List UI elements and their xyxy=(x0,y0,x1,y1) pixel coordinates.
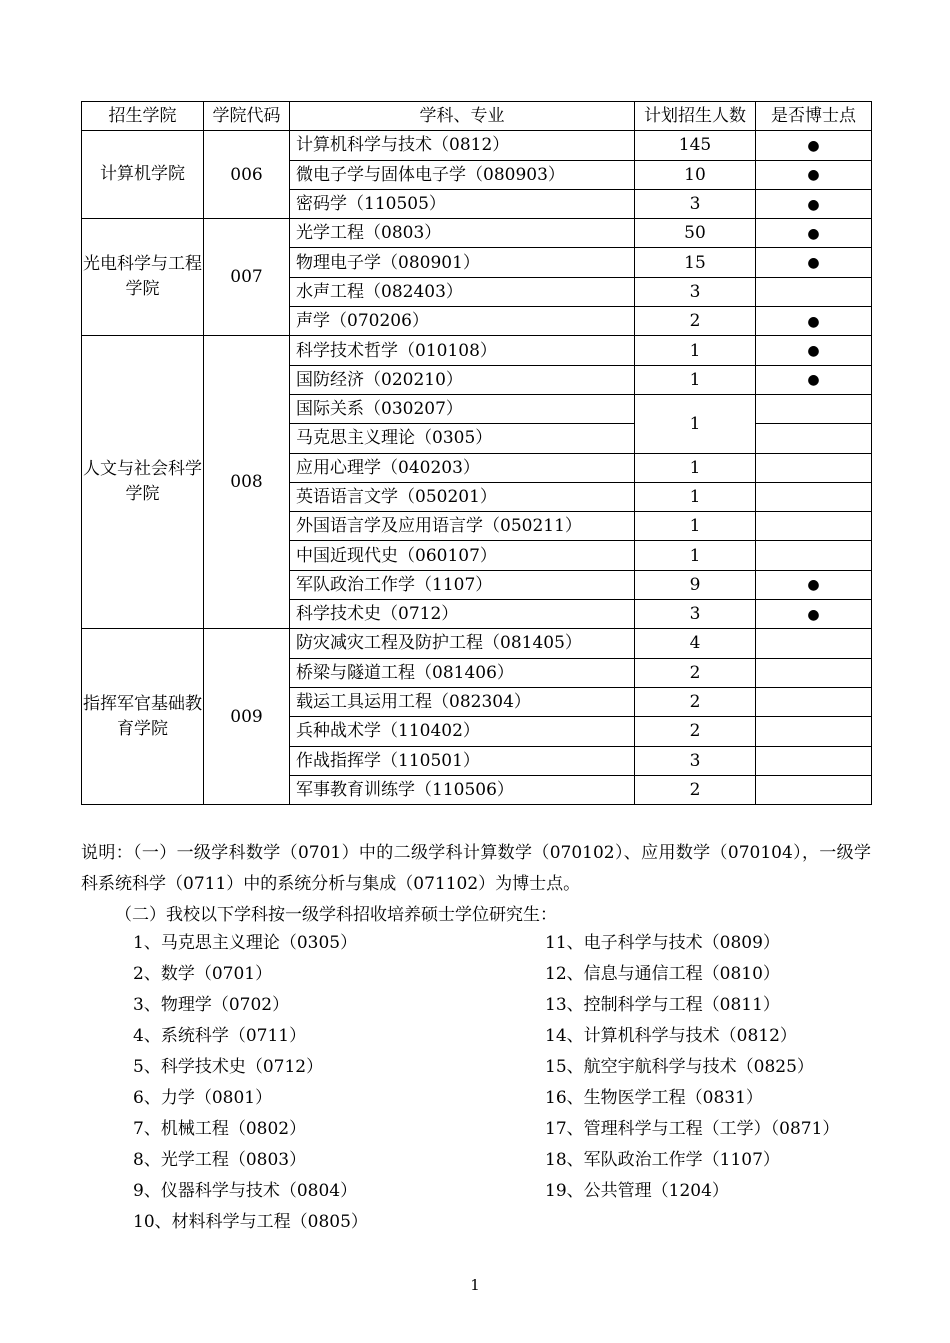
list-item: 11、电子科学与技术（0809） xyxy=(545,933,780,953)
phd-dot-icon: ● xyxy=(807,225,820,242)
subject-cell: 马克思主义理论（0305） xyxy=(290,424,635,453)
header-phd-program: 是否博士点 xyxy=(756,102,872,131)
page-number: 1 xyxy=(470,1276,480,1294)
planned-enrollment-cell: 1 xyxy=(635,336,756,365)
header-college-code: 学院代码 xyxy=(204,102,290,131)
subject-cell: 光学工程（0803） xyxy=(290,219,635,248)
planned-enrollment-cell: 3 xyxy=(635,600,756,629)
header-planned-enrollment: 计划招生人数 xyxy=(635,102,756,131)
notes-section xyxy=(81,838,871,931)
list-item: 1、马克思主义理论（0305） xyxy=(133,933,358,953)
phd-program-cell xyxy=(756,160,872,189)
list-item: 9、仪器科学与技术（0804） xyxy=(133,1181,358,1201)
planned-enrollment-cell: 2 xyxy=(635,658,756,687)
subject-cell: 科学技术史（0712） xyxy=(290,600,635,629)
header-college: 招生学院 xyxy=(82,102,204,131)
list-item: 3、物理学（0702） xyxy=(133,995,290,1015)
college-code-cell: 007 xyxy=(204,219,290,336)
table-header-row xyxy=(82,102,872,131)
planned-enrollment-cell: 1 xyxy=(635,541,756,570)
college-cell: 人文与社会科学学院 xyxy=(82,336,204,629)
subject-cell: 载运工具运用工程（082304） xyxy=(290,687,635,716)
discipline-list-left xyxy=(133,928,368,1238)
subject-cell: 国际关系（030207） xyxy=(290,394,635,423)
table-row xyxy=(82,219,872,248)
phd-program-cell xyxy=(756,189,872,218)
planned-enrollment-cell: 1 xyxy=(635,365,756,394)
subject-cell: 桥梁与隧道工程（081406） xyxy=(290,658,635,687)
list-item: 12、信息与通信工程（0810） xyxy=(545,964,780,984)
subject-cell: 计算机科学与技术（0812） xyxy=(290,131,635,160)
planned-enrollment-cell: 3 xyxy=(635,189,756,218)
phd-program-cell xyxy=(756,219,872,248)
subject-cell: 应用心理学（040203） xyxy=(290,453,635,482)
subject-cell: 声学（070206） xyxy=(290,307,635,336)
phd-program-cell xyxy=(756,629,872,658)
phd-program-cell xyxy=(756,512,872,541)
phd-program-cell xyxy=(756,775,872,804)
phd-program-cell xyxy=(756,131,872,160)
subject-cell: 作战指挥学（110501） xyxy=(290,746,635,775)
phd-dot-icon: ● xyxy=(807,196,820,213)
list-item: 10、材料科学与工程（0805） xyxy=(133,1212,368,1232)
planned-enrollment-cell: 1 xyxy=(635,394,756,453)
phd-program-cell xyxy=(756,248,872,277)
table-row xyxy=(82,131,872,160)
phd-program-cell xyxy=(756,570,872,599)
planned-enrollment-cell: 2 xyxy=(635,687,756,716)
list-item: 18、军队政治工作学（1107） xyxy=(545,1150,780,1170)
subject-cell: 英语语言文学（050201） xyxy=(290,482,635,511)
list-item: 16、生物医学工程（0831） xyxy=(545,1088,763,1108)
phd-program-cell xyxy=(756,717,872,746)
list-item: 2、数学（0701） xyxy=(133,964,273,984)
college-code-cell: 008 xyxy=(204,336,290,629)
list-item: 14、计算机科学与技术（0812） xyxy=(545,1026,797,1046)
enrollment-table xyxy=(81,101,872,805)
phd-program-cell xyxy=(756,746,872,775)
phd-dot-icon: ● xyxy=(807,255,820,272)
college-code-cell: 006 xyxy=(204,131,290,219)
list-item: 4、系统科学（0711） xyxy=(133,1026,307,1046)
phd-program-cell xyxy=(756,336,872,365)
college-cell: 指挥军官基础教育学院 xyxy=(82,629,204,805)
list-item: 17、管理科学与工程（工学）（0871） xyxy=(545,1119,840,1139)
subject-cell: 密码学（110505） xyxy=(290,189,635,218)
planned-enrollment-cell: 1 xyxy=(635,482,756,511)
list-item: 13、控制科学与工程（0811） xyxy=(545,995,780,1015)
phd-dot-icon: ● xyxy=(807,313,820,330)
planned-enrollment-cell: 3 xyxy=(635,277,756,306)
list-item: 7、机械工程（0802） xyxy=(133,1119,307,1139)
planned-enrollment-cell: 15 xyxy=(635,248,756,277)
planned-enrollment-cell: 2 xyxy=(635,717,756,746)
subject-cell: 国防经济（020210） xyxy=(290,365,635,394)
subject-cell: 物理电子学（080901） xyxy=(290,248,635,277)
planned-enrollment-cell: 2 xyxy=(635,307,756,336)
phd-program-cell xyxy=(756,482,872,511)
subject-cell: 水声工程（082403） xyxy=(290,277,635,306)
college-cell: 光电科学与工程学院 xyxy=(82,219,204,336)
planned-enrollment-cell: 145 xyxy=(635,131,756,160)
subject-cell: 防灾减灾工程及防护工程（081405） xyxy=(290,629,635,658)
phd-program-cell xyxy=(756,687,872,716)
note-one: 说明：（一）一级学科数学（0701）中的二级学科计算数学（070102）、应用数学（070104），一级学科系统科学（0711）中的系统分析与集成（071102）为博士点。 xyxy=(81,843,871,894)
table-row xyxy=(82,629,872,658)
phd-program-cell xyxy=(756,453,872,482)
college-code-cell: 009 xyxy=(204,629,290,805)
list-item: 8、光学工程（0803） xyxy=(133,1150,307,1170)
phd-dot-icon: ● xyxy=(807,606,820,623)
list-item: 6、力学（0801） xyxy=(133,1088,273,1108)
college-cell: 计算机学院 xyxy=(82,131,204,219)
phd-program-cell xyxy=(756,277,872,306)
phd-dot-icon: ● xyxy=(807,372,820,389)
phd-dot-icon: ● xyxy=(807,167,820,184)
planned-enrollment-cell: 1 xyxy=(635,512,756,541)
list-item: 15、航空宇航科学与技术（0825） xyxy=(545,1057,814,1077)
subject-cell: 中国近现代史（060107） xyxy=(290,541,635,570)
phd-program-cell xyxy=(756,365,872,394)
subject-cell: 科学技术哲学（010108） xyxy=(290,336,635,365)
phd-program-cell xyxy=(756,424,872,453)
table-row xyxy=(82,336,872,365)
discipline-list-right xyxy=(545,928,839,1207)
phd-dot-icon: ● xyxy=(807,343,820,360)
planned-enrollment-cell: 3 xyxy=(635,746,756,775)
list-item: 19、公共管理（1204） xyxy=(545,1181,729,1201)
phd-program-cell xyxy=(756,658,872,687)
phd-dot-icon: ● xyxy=(807,577,820,594)
planned-enrollment-cell: 4 xyxy=(635,629,756,658)
phd-program-cell xyxy=(756,394,872,423)
list-item: 5、科学技术史（0712） xyxy=(133,1057,324,1077)
note-two: （二）我校以下学科按一级学科招收培养硕士学位研究生： xyxy=(115,905,557,925)
subject-cell: 微电子学与固体电子学（080903） xyxy=(290,160,635,189)
subject-cell: 军事教育训练学（110506） xyxy=(290,775,635,804)
planned-enrollment-cell: 1 xyxy=(635,453,756,482)
phd-dot-icon: ● xyxy=(807,137,820,154)
planned-enrollment-cell: 2 xyxy=(635,775,756,804)
table-body xyxy=(82,131,872,805)
subject-cell: 军队政治工作学（1107） xyxy=(290,570,635,599)
planned-enrollment-cell: 9 xyxy=(635,570,756,599)
planned-enrollment-cell: 10 xyxy=(635,160,756,189)
header-subject: 学科、专业 xyxy=(290,102,635,131)
phd-program-cell xyxy=(756,600,872,629)
subject-cell: 外国语言学及应用语言学（050211） xyxy=(290,512,635,541)
subject-cell: 兵种战术学（110402） xyxy=(290,717,635,746)
phd-program-cell xyxy=(756,307,872,336)
planned-enrollment-cell: 50 xyxy=(635,219,756,248)
phd-program-cell xyxy=(756,541,872,570)
